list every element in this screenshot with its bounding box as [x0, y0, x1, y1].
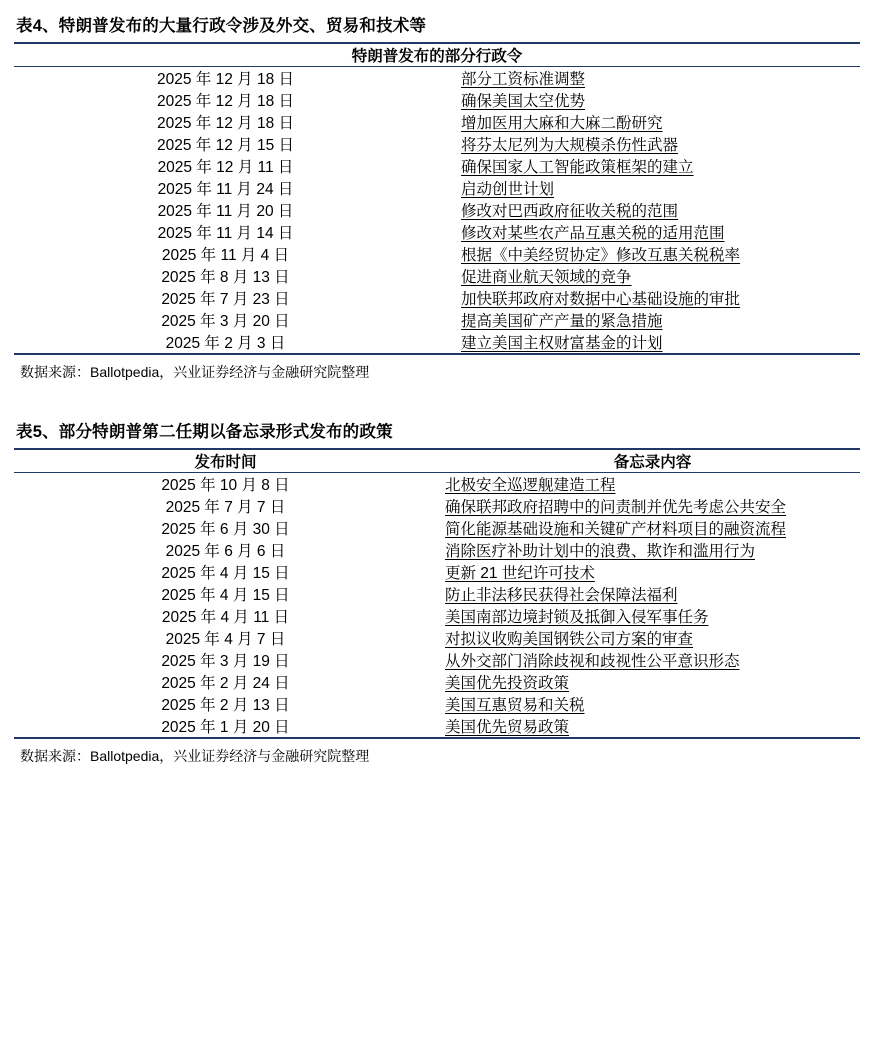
- table-4-header-label: 特朗普发布的部分行政令: [351, 48, 523, 65]
- table-row: [14, 517, 860, 539]
- row-item-text: 加快联邦政府对数据中心基础设施的审批: [461, 291, 741, 308]
- table-5-title: 表5、部分特朗普第二任期以备忘录形式发布的政策: [16, 423, 393, 441]
- row-date: 2025 年 7 月 7 日: [165, 499, 286, 516]
- row-date: 2025 年 11 月 14 日: [157, 225, 294, 242]
- row-item: [437, 265, 860, 287]
- row-item: [437, 111, 860, 133]
- row-item-text: 美国优先投资政策: [445, 675, 570, 692]
- row-item: [437, 287, 860, 309]
- row-item-text: 美国南部边境封锁及抵御入侵军事任务: [445, 609, 709, 626]
- table-row: [14, 67, 860, 89]
- row-date: 2025 年 11 月 20 日: [157, 203, 294, 220]
- table-row: [14, 583, 860, 605]
- row-item: [437, 331, 860, 354]
- table-row: [14, 331, 860, 354]
- row-date: 2025 年 7 月 23 日: [161, 291, 290, 308]
- row-item: [437, 89, 860, 111]
- row-date: 2025 年 1 月 20 日: [161, 719, 290, 736]
- row-item-text: 简化能源基础设施和关键矿产材料项目的融资流程: [445, 521, 787, 538]
- row-item: [437, 309, 860, 331]
- table-5: [14, 448, 860, 739]
- row-item-text: 确保美国太空优势: [461, 93, 586, 110]
- row-date: 2025 年 12 月 15 日: [157, 137, 294, 154]
- row-item: [437, 693, 860, 715]
- table-row: [14, 287, 860, 309]
- row-item-text: 对拟议收购美国钢铁公司方案的审查: [445, 631, 694, 648]
- row-item-text: 增加医用大麻和大麻二酚研究: [461, 115, 663, 132]
- table-5-header-item: 备忘录内容: [613, 454, 692, 471]
- row-date: 2025 年 12 月 18 日: [157, 115, 294, 132]
- table-5-source: 数据来源：Ballotpedia，兴业证券经济与金融研究院整理: [20, 748, 370, 764]
- row-item: [437, 221, 860, 243]
- row-date: 2025 年 6 月 30 日: [161, 521, 290, 538]
- table-row: [14, 671, 860, 693]
- row-date: 2025 年 11 月 4 日: [161, 247, 290, 264]
- row-date: 2025 年 4 月 15 日: [161, 565, 290, 582]
- table-5-header-row: [14, 450, 860, 473]
- table-row: [14, 111, 860, 133]
- row-item-text: 启动创世计划: [461, 181, 555, 198]
- table-4-header-row: [14, 44, 860, 67]
- row-item-text: 更新 21 世纪许可技术: [445, 565, 595, 582]
- row-item-text: 美国优先贸易政策: [445, 719, 570, 736]
- row-item-text: 确保联邦政府招聘中的问责制并优先考虑公共安全: [445, 499, 787, 516]
- row-item-text: 根据《中美经贸协定》修改互惠关税税率: [461, 247, 741, 264]
- row-item-text: 从外交部门消除歧视和歧视性公平意识形态: [445, 653, 740, 670]
- table-row: [14, 495, 860, 517]
- table-row: [14, 309, 860, 331]
- table-row: [14, 243, 860, 265]
- row-item: [437, 495, 860, 517]
- table-row: [14, 605, 860, 627]
- row-item: [437, 649, 860, 671]
- row-date: 2025 年 10 月 8 日: [161, 477, 290, 494]
- row-item-text: 建立美国主权财富基金的计划: [461, 335, 663, 352]
- row-item: [437, 671, 860, 693]
- table-row: [14, 199, 860, 221]
- row-date: 2025 年 3 月 19 日: [161, 653, 290, 670]
- table-row: [14, 221, 860, 243]
- table-row: [14, 649, 860, 671]
- table-row: [14, 177, 860, 199]
- row-item: [437, 133, 860, 155]
- table-row: [14, 561, 860, 583]
- table-row: [14, 89, 860, 111]
- row-date: 2025 年 12 月 18 日: [157, 71, 294, 88]
- row-item: [437, 561, 860, 583]
- table-row: [14, 155, 860, 177]
- table-4-title: 表4、特朗普发布的大量行政令涉及外交、贸易和技术等: [16, 17, 427, 35]
- row-item-text: 防止非法移民获得社会保障法福利: [445, 587, 678, 604]
- row-date: 2025 年 8 月 13 日: [161, 269, 290, 286]
- table-row: [14, 693, 860, 715]
- row-item-text: 确保国家人工智能政策框架的建立: [461, 159, 694, 176]
- table-4: [14, 42, 860, 355]
- row-date: 2025 年 6 月 6 日: [165, 543, 286, 560]
- row-date: 2025 年 4 月 15 日: [161, 587, 290, 604]
- row-item-text: 修改对某些农产品互惠关税的适用范围: [461, 225, 725, 242]
- row-date: 2025 年 4 月 11 日: [161, 609, 290, 626]
- row-date: 2025 年 11 月 24 日: [157, 181, 294, 198]
- row-item-text: 消除医疗补助计划中的浪费、欺诈和滥用行为: [445, 543, 756, 560]
- row-item: [437, 199, 860, 221]
- row-date: 2025 年 12 月 11 日: [157, 159, 294, 176]
- row-item: [437, 627, 860, 649]
- table-row: [14, 539, 860, 561]
- row-item-text: 修改对巴西政府征收关税的范围: [461, 203, 679, 220]
- table-block-4: [14, 8, 860, 386]
- section-spacer: [14, 392, 860, 414]
- row-item-text: 促进商业航天领域的竞争: [461, 269, 632, 286]
- row-date: 2025 年 4 月 7 日: [165, 631, 286, 648]
- row-date: 2025 年 2 月 24 日: [161, 675, 290, 692]
- row-date: 2025 年 3 月 20 日: [161, 313, 290, 330]
- table-4-source: 数据来源：Ballotpedia，兴业证券经济与金融研究院整理: [20, 364, 370, 380]
- table-row: [14, 265, 860, 287]
- row-date: 2025 年 12 月 18 日: [157, 93, 294, 110]
- row-item: [437, 67, 860, 89]
- row-item-text: 提高美国矿产产量的紧急措施: [461, 313, 663, 330]
- table-row: [14, 627, 860, 649]
- row-item: [437, 177, 860, 199]
- table-row: [14, 133, 860, 155]
- table-row: [14, 715, 860, 738]
- row-date: 2025 年 2 月 3 日: [165, 335, 286, 352]
- row-item: [437, 605, 860, 627]
- row-item: [437, 517, 860, 539]
- row-item: [437, 243, 860, 265]
- row-item-text: 北极安全巡逻舰建造工程: [445, 477, 616, 494]
- row-item: [437, 155, 860, 177]
- row-item: [437, 473, 860, 495]
- row-item-text: 将芬太尼列为大规模杀伤性武器: [461, 137, 679, 154]
- row-item-text: 美国互惠贸易和关税: [445, 697, 585, 714]
- table-row: [14, 473, 860, 495]
- row-date: 2025 年 2 月 13 日: [161, 697, 290, 714]
- row-item: [437, 539, 860, 561]
- table-5-header-date: 发布时间: [194, 454, 257, 471]
- row-item-text: 部分工资标准调整: [461, 71, 586, 88]
- table-block-5: [14, 414, 860, 770]
- row-item: [437, 715, 860, 738]
- row-item: [437, 583, 860, 605]
